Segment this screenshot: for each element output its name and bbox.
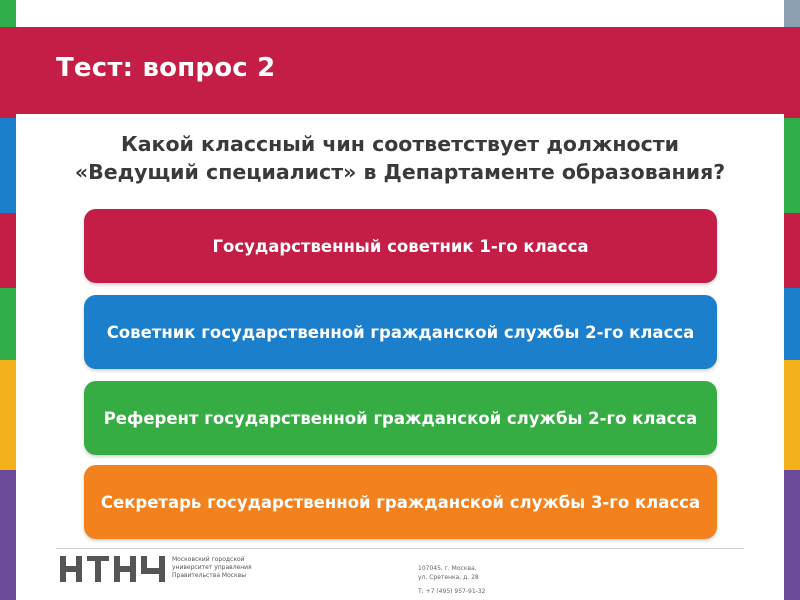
answer-option-2[interactable]: Советник государственной гражданской службы 2-го класса	[84, 295, 717, 369]
question-line-1: Какой классный чин соответствует должности	[120, 132, 680, 156]
page-title: Тест: вопрос 2	[56, 53, 276, 83]
question-line-2: «Ведущий специалист» в Департаменте образования?	[74, 160, 726, 184]
address-line-2: ул. Сретенка, д. 28	[418, 574, 479, 581]
organization-name	[172, 556, 282, 580]
org-line-1: Московский городской	[172, 556, 245, 563]
answer-option-4[interactable]: Секретарь государственной гражданской службы 3-го класса	[84, 465, 717, 539]
org-line-2: университет управления	[172, 564, 252, 571]
answer-option-1[interactable]: Государственный советник 1-го класса	[84, 209, 717, 283]
answer-option-3[interactable]: Референт государственной гражданской службы 2-го класса	[84, 381, 717, 455]
org-line-3: Правительства Москвы	[172, 572, 246, 579]
address-line-3: Т: +7 (495) 957-91-32	[418, 588, 486, 595]
footer-divider	[56, 548, 744, 549]
question-text	[40, 130, 760, 186]
address-line-1: 107045, г. Москва,	[418, 565, 477, 572]
university-logo	[60, 556, 166, 582]
footer-address	[418, 564, 538, 596]
